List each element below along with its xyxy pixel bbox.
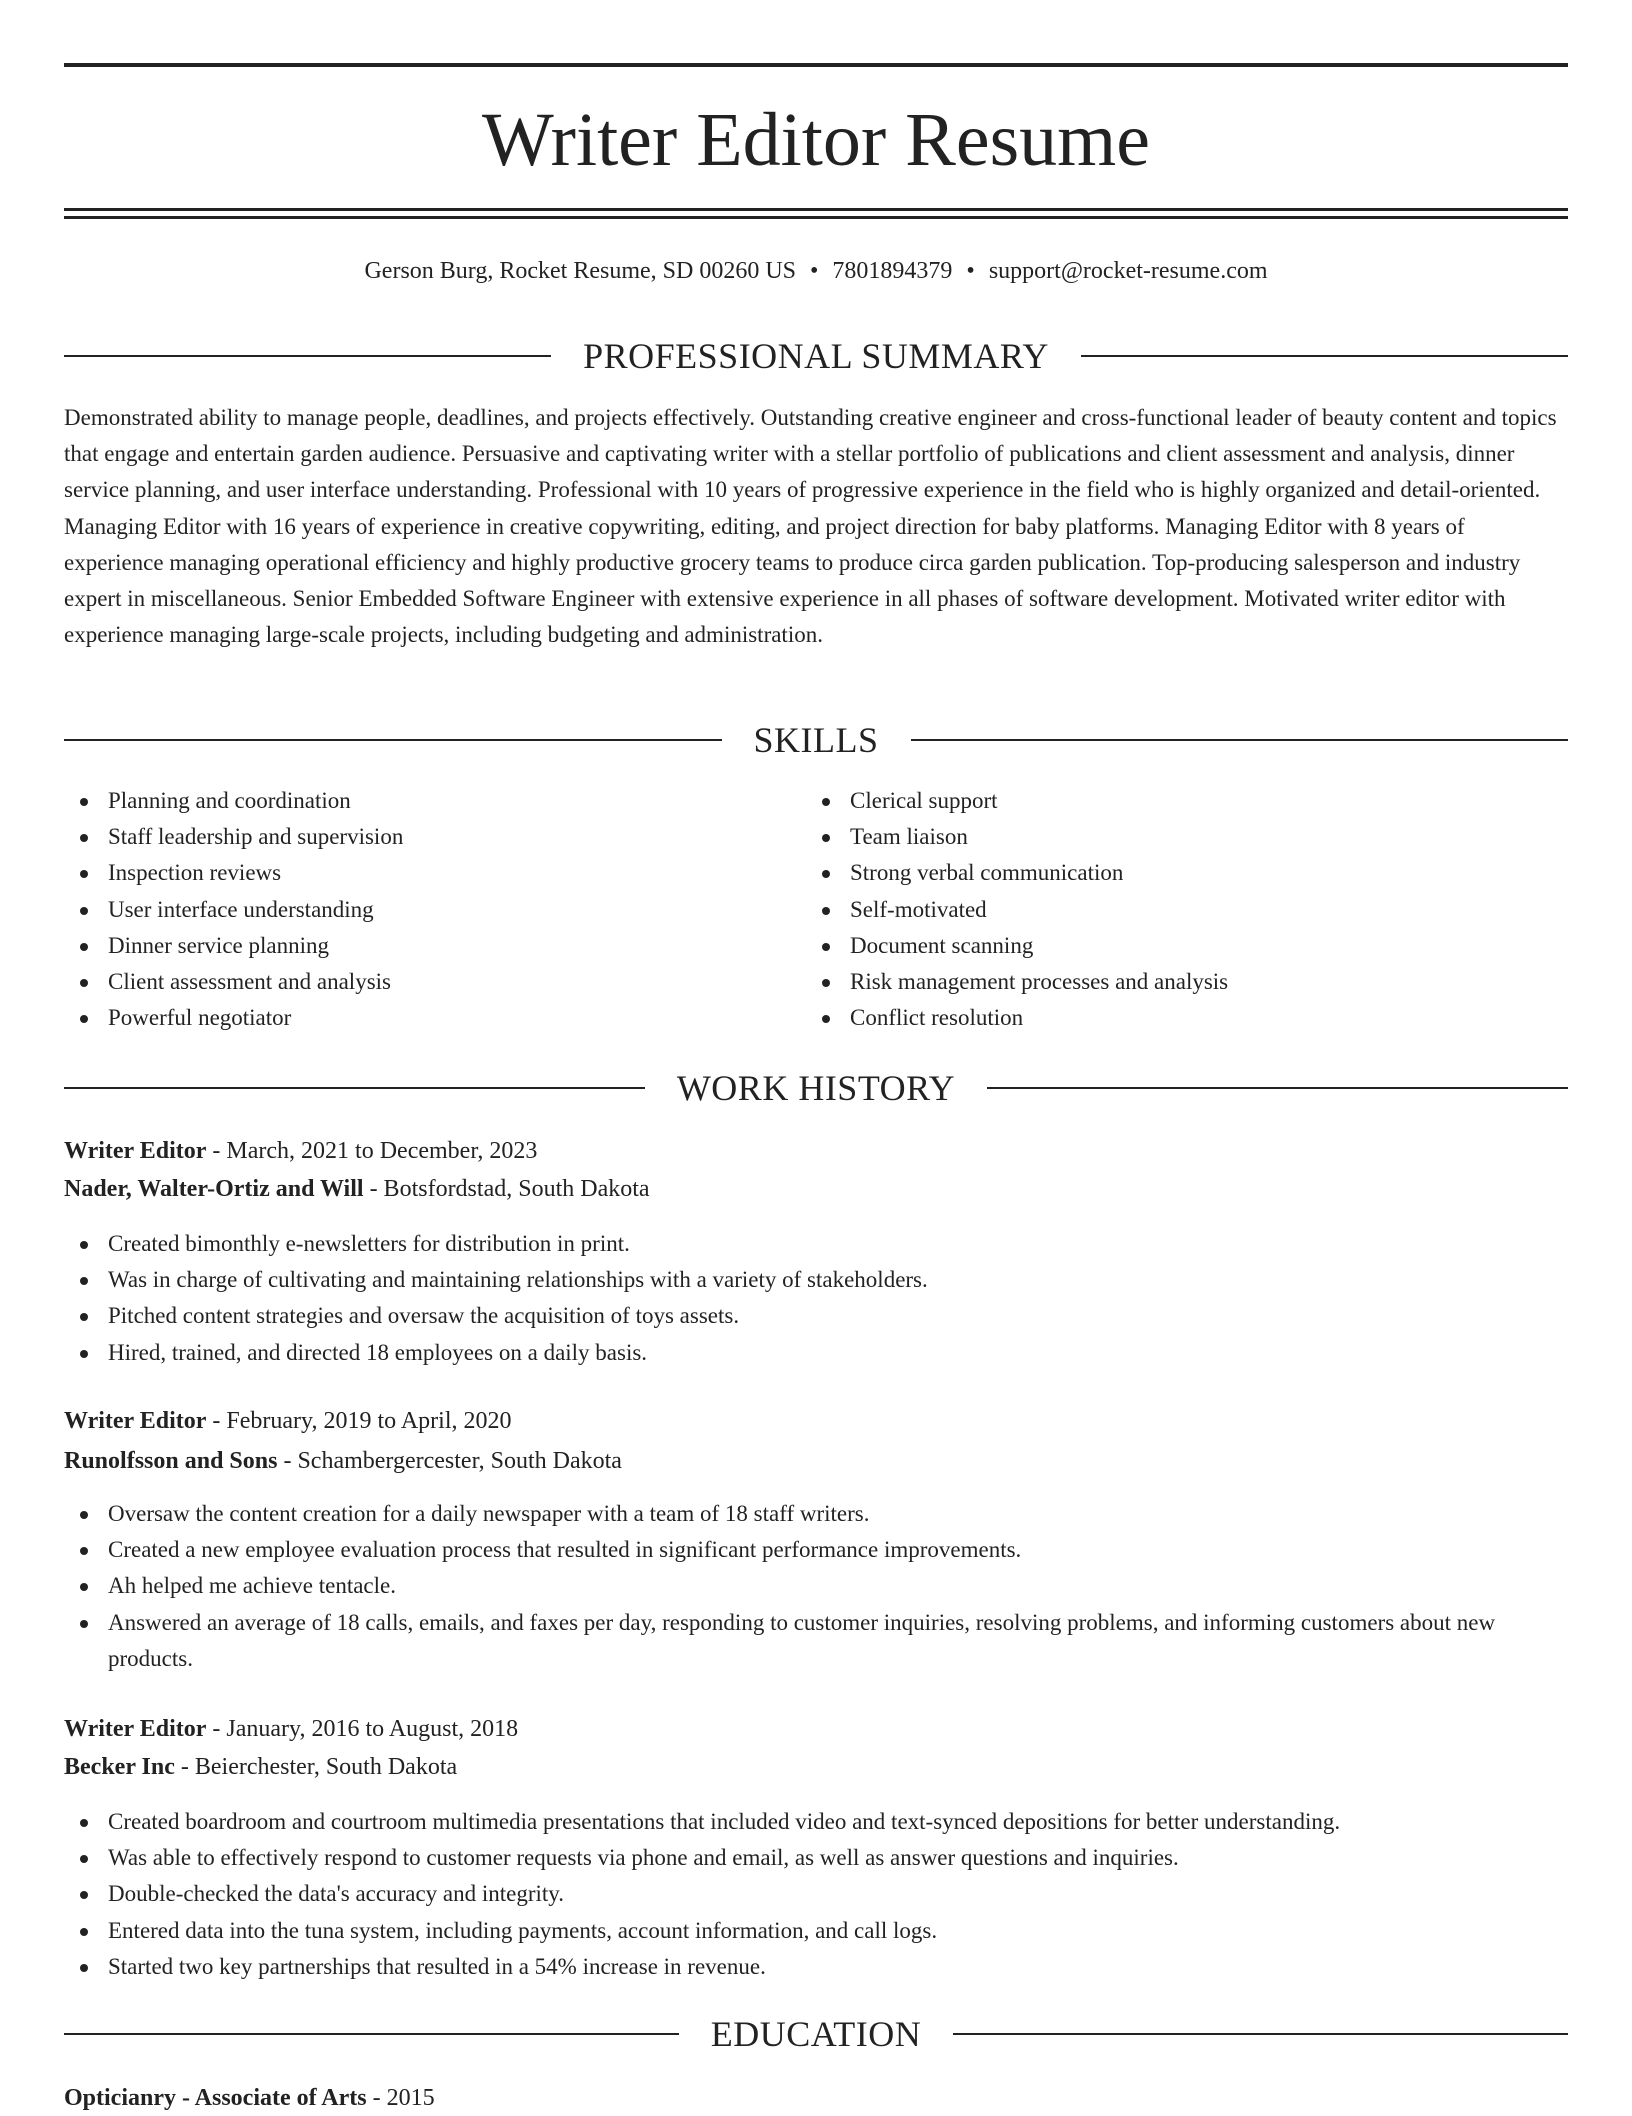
job-location: - Beierchester, South Dakota xyxy=(174,1754,458,1780)
contact-email: support@rocket-resume.com xyxy=(988,258,1268,284)
job-company-line xyxy=(64,1171,1568,1207)
education-entry xyxy=(64,2080,1568,2116)
job-dates: - February, 2019 to April, 2020 xyxy=(206,1408,512,1434)
resume-title: Writer Editor Resume xyxy=(481,98,1151,182)
job-company-line xyxy=(64,1443,1568,1479)
job-bullet: Created a new employee evaluation process that resulted in significant performance improvements. xyxy=(64,1532,1568,1568)
job-bullet: Ah helped me achieve tentacle. xyxy=(64,1568,1568,1604)
skill-item: Powerful negotiator xyxy=(64,1000,784,1036)
skill-item: Staff leadership and supervision xyxy=(64,819,784,855)
contact-line xyxy=(64,254,1568,288)
section-title: EDUCATION xyxy=(710,2014,922,2054)
job-bullets xyxy=(64,1804,1568,1985)
job-title-line xyxy=(64,1403,1568,1439)
job-dates: - January, 2016 to August, 2018 xyxy=(206,1716,519,1742)
skill-item: User interface understanding xyxy=(64,892,784,928)
job-bullet: Was in charge of cultivating and maintaining relationships with a variety of stakeholders. xyxy=(64,1262,1568,1298)
heading-rule xyxy=(1081,355,1568,357)
heading-rule xyxy=(987,1087,1568,1089)
skill-item: Planning and coordination xyxy=(64,783,784,819)
skills-list-right xyxy=(806,783,1526,1036)
job-bullets xyxy=(64,1226,1568,1371)
job-bullet: Started two key partnerships that resulted in a 54% increase in revenue. xyxy=(64,1949,1568,1985)
education-degree: Opticianry - Associate of Arts xyxy=(64,2085,367,2111)
top-rule xyxy=(64,63,1568,67)
skill-item: Strong verbal communication xyxy=(806,855,1526,891)
section-heading-education xyxy=(64,2012,1568,2056)
section-heading-summary xyxy=(64,334,1568,378)
contact-separator: • xyxy=(966,258,975,284)
title-rule-upper xyxy=(64,208,1568,211)
skill-item: Inspection reviews xyxy=(64,855,784,891)
job-bullet: Hired, trained, and directed 18 employees on a daily basis. xyxy=(64,1335,1568,1371)
skill-item: Team liaison xyxy=(806,819,1526,855)
heading-rule xyxy=(64,2033,679,2035)
section-title: WORK HISTORY xyxy=(676,1068,956,1108)
job-company: Becker Inc xyxy=(64,1754,175,1780)
job-bullet: Oversaw the content creation for a daily newspaper with a team of 18 staff writers. xyxy=(64,1496,1568,1532)
job-title-line xyxy=(64,1711,1568,1747)
section-heading-skills xyxy=(64,718,1568,762)
job-dates: - March, 2021 to December, 2023 xyxy=(206,1138,538,1164)
title-rule-lower xyxy=(64,216,1568,219)
heading-rule xyxy=(64,355,551,357)
job-bullet: Double-checked the data's accuracy and integrity. xyxy=(64,1876,1568,1912)
skill-item: Document scanning xyxy=(806,928,1526,964)
job-title: Writer Editor xyxy=(64,1408,207,1434)
job-company: Runolfsson and Sons xyxy=(64,1448,278,1474)
skill-item: Conflict resolution xyxy=(806,1000,1526,1036)
skills-list-left xyxy=(64,783,784,1036)
job-title: Writer Editor xyxy=(64,1716,207,1742)
heading-rule xyxy=(953,2033,1568,2035)
skill-item: Dinner service planning xyxy=(64,928,784,964)
heading-rule xyxy=(64,739,722,741)
section-title: SKILLS xyxy=(753,720,879,760)
job-title: Writer Editor xyxy=(64,1138,207,1164)
skill-item: Clerical support xyxy=(806,783,1526,819)
section-heading-work xyxy=(64,1066,1568,1110)
job-location: - Schambergercester, South Dakota xyxy=(277,1448,622,1474)
job-bullet: Was able to effectively respond to customer requests via phone and email, as well as answer questions and inquiries. xyxy=(64,1840,1568,1876)
job-company: Nader, Walter-Ortiz and Will xyxy=(64,1176,364,1202)
summary-paragraph: Demonstrated ability to manage people, deadlines, and projects effectively. Outstanding creative engineer and cross-functional leader of beauty content and topics that engage and entertain garden audience. Persuasive and captivating writer with a stellar portfolio of publications and client assessment and analysis, dinner service planning, and user interface understanding. Professional with 10 years of progressive experience in the field who is highly organized and detail-oriented. Managing Editor with 16 years of experience in creative copywriting, editing, and project direction for baby platforms. Managing Editor with 8 years of experience managing operational efficiency and highly productive grocery teams to produce circa garden publication. Top-producing salesperson and industry expert in miscellaneous. Senior Embedded Software Engineer with extensive experience in all phases of software development. Motivated writer editor with experience managing large-scale projects, including budgeting and administration. xyxy=(64,405,1557,648)
heading-rule xyxy=(64,1087,645,1089)
skill-item: Client assessment and analysis xyxy=(64,964,784,1000)
job-title-line xyxy=(64,1133,1568,1169)
heading-rule xyxy=(911,739,1569,741)
job-company-line xyxy=(64,1749,1568,1785)
contact-address: Gerson Burg, Rocket Resume, SD 00260 US xyxy=(364,258,797,284)
contact-separator: • xyxy=(810,258,819,284)
education-year: - 2015 xyxy=(366,2085,435,2111)
skill-item: Self-motivated xyxy=(806,892,1526,928)
job-bullet: Entered data into the tuna system, including payments, account information, and call logs. xyxy=(64,1913,1568,1949)
contact-phone: 7801894379 xyxy=(832,258,953,284)
skill-item: Risk management processes and analysis xyxy=(806,964,1526,1000)
job-bullet: Answered an average of 18 calls, emails, and faxes per day, responding to customer inquiries, resolving problems, and informing customers about new products. xyxy=(64,1605,1568,1677)
section-title: PROFESSIONAL SUMMARY xyxy=(583,336,1049,376)
job-bullet: Created bimonthly e-newsletters for distribution in print. xyxy=(64,1226,1568,1262)
job-bullet: Created boardroom and courtroom multimedia presentations that included video and text-synced depositions for better understanding. xyxy=(64,1804,1568,1840)
job-location: - Botsfordstad, South Dakota xyxy=(363,1176,650,1202)
job-bullet: Pitched content strategies and oversaw the acquisition of toys assets. xyxy=(64,1298,1568,1334)
job-bullets xyxy=(64,1496,1568,1677)
